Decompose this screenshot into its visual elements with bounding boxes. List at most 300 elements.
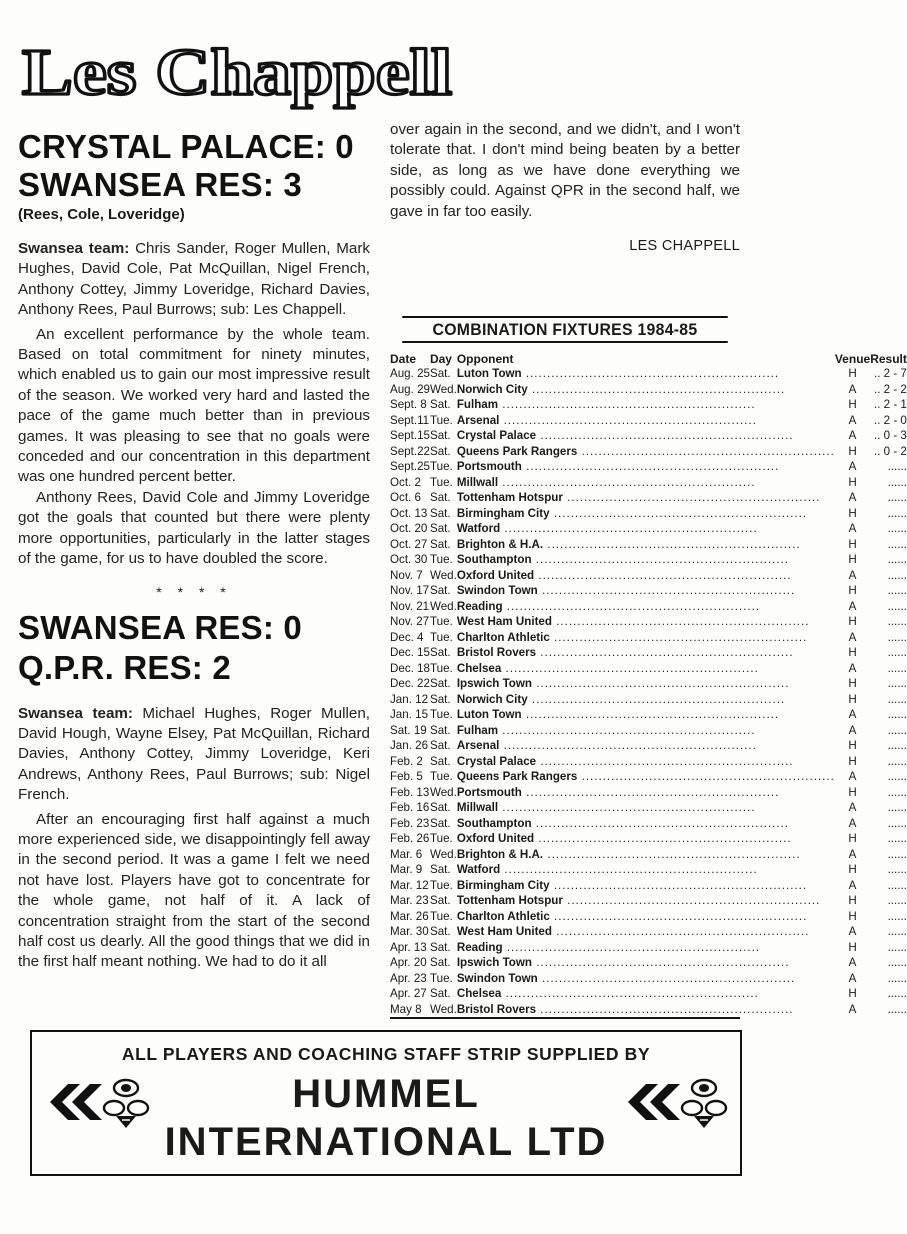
fixture-opponent-name: Luton Town [456,367,522,380]
fixture-result: ...... [887,754,907,768]
fixture-row [390,676,907,692]
fixture-row [390,428,907,444]
fixture-row [390,397,907,413]
fixture-day: Sat. [429,816,451,830]
fixture-date: Dec. 4 [390,630,424,644]
fixture-venue: H [848,785,857,799]
fixture-day: Sat. [429,537,451,551]
fixtures-body [390,366,907,1017]
fixture-date: Mar. 23 [390,894,429,907]
fixture-day: Sat. [429,677,451,690]
fixture-opponent-name: Brighton & H.A. [456,537,544,551]
fixture-row [390,599,907,615]
fixture-venue: H [848,832,857,845]
fixture-date: Dec. 22 [390,677,430,690]
fixture-day: Sat. [429,925,451,938]
fixture-opponent-name: Millwall [456,475,499,489]
fixture-result: ...... [887,584,907,597]
fixture-day: Wed. [429,847,457,861]
fixture-day: Tue. [429,878,453,892]
fixture-venue: H [848,739,857,752]
fixture-row [390,459,907,475]
fixture-venue: H [848,537,857,551]
fixture-day: Tue. [429,475,453,489]
fixture-opponent [457,490,835,506]
fixture-day: Sat. [429,444,451,458]
fixture-opponent [457,614,835,630]
header-result: Result [870,351,907,366]
fixture-opponent-name: Luton Town [456,708,522,721]
fixture-venue: A [848,708,857,721]
fixture-date: Mar. 26 [390,909,429,923]
match2-report-continued: over again in the second, and we didn't, and I won't tolerate that. I don't mind being beaten by a better side, as long as we have done everything we possibly could. Against QPR in the second half, we gave in far too easily. [390,121,740,220]
fixture-date: Oct. 20 [390,522,428,535]
sponsor-name-line2: INTERNATIONAL LTD [164,1120,608,1164]
fixture-result: .. 2 - 7 [874,367,907,380]
fixture-day: Sat. [429,987,451,1000]
fixture-venue: A [848,491,857,504]
fixture-result: ...... [887,568,907,582]
fixture-date: Nov. 21 [390,599,430,613]
fixture-venue: A [848,801,857,814]
fixture-row [390,568,907,584]
fixture-date: Feb. 26 [390,832,430,845]
fixture-opponent [457,568,835,584]
leader-dots: ............................................................ [499,413,757,427]
fixture-day: Sat. [429,491,451,504]
fixture-venue: A [848,413,857,427]
fixture-venue: A [848,1002,857,1016]
fixture-opponent [457,707,835,723]
fixture-result: ...... [887,708,907,721]
hummel-logo-right-icon [620,1072,730,1132]
leader-dots: ............................................................ [527,692,786,706]
fixture-day: Tue. [429,971,453,985]
fixtures-title: COMBINATION FIXTURES 1984-85 [402,316,728,343]
fixture-day: Sat. [429,894,451,907]
fixture-date: Aug. 25 [390,367,430,380]
fixture-venue: A [848,770,857,783]
leader-dots: ............................................................ [531,553,790,566]
leader-dots: ............................................................ [500,522,758,535]
fixture-day: Sat. [429,692,451,706]
leader-dots: ............................................................ [534,832,792,845]
fixture-date: Feb. 23 [390,816,430,830]
match1-scorers: (Rees, Cole, Loveridge) [18,206,185,223]
fixture-opponent [457,831,835,847]
leader-dots: ............................................................ [531,677,790,690]
fixture-opponent [457,413,835,429]
fixture-opponent-name: Swindon Town [456,971,538,985]
fixture-row [390,862,907,878]
fixture-date: Feb. 16 [390,801,430,814]
fixture-result: ...... [887,506,907,520]
fixture-day: Tue. [429,661,453,675]
fixture-opponent [457,924,835,940]
leader-dots: ............................................................ [536,429,794,442]
fixture-result: ...... [887,925,907,938]
fixture-opponent [457,428,835,444]
fixture-day: Wed. [429,382,457,396]
fixture-opponent [457,506,835,522]
fixture-opponent [457,955,835,971]
fixture-opponent [457,940,835,956]
fixture-day: Sat. [429,739,451,752]
fixture-row [390,738,907,754]
fixture-opponent-name: Ipswich Town [456,956,532,969]
fixture-opponent [457,1002,835,1018]
fixture-result: ...... [887,599,907,613]
fixture-date: Mar. 6 [390,847,423,861]
fixture-result: ...... [887,460,907,473]
fixture-opponent [457,847,835,863]
fixture-day: Tue. [429,413,453,427]
fixture-opponent-name: Birmingham City [456,506,550,520]
fixture-row [390,382,907,398]
fixture-date: Oct. 30 [390,553,428,566]
fixture-result: ...... [887,646,907,659]
fixture-opponent-name: Swindon Town [456,584,538,597]
fixture-day: Sat. [429,863,451,876]
fixture-day: Wed. [429,568,457,582]
fixture-date: Apr. 13 [390,940,427,954]
fixture-venue: H [848,692,857,706]
match1-heading-line1: CRYSTAL PALACE: 0 [18,128,354,165]
sponsor-banner [30,1030,742,1176]
fixture-row [390,723,907,739]
fixture-row [390,971,907,987]
fixture-date: Jan. 26 [390,739,429,752]
fixture-row [390,552,907,568]
fixture-date: Dec. 15 [390,646,430,659]
leader-dots: ............................................................ [501,661,759,675]
fixture-date: Apr. 23 [390,971,427,985]
fixture-result: ...... [887,832,907,845]
fixture-row [390,444,907,460]
header-date: Date [390,351,417,366]
fixture-row [390,583,907,599]
fixture-venue: A [848,661,857,675]
fixture-opponent-name: Fulham [456,723,499,737]
fixture-venue: H [848,367,857,380]
fixture-venue: A [848,460,857,473]
fixture-opponent-name: Fulham [456,398,499,411]
match1-team-paragraph [18,239,370,321]
fixture-venue: H [848,553,857,566]
fixture-result: .. 2 - 2 [874,382,907,396]
fixture-opponent-name: Bristol Rovers [456,646,537,659]
fixture-row [390,769,907,785]
fixture-row [390,413,907,429]
fixture-day: Tue. [429,909,453,923]
leader-dots: ............................................................ [562,491,821,504]
right-column-text [390,120,740,254]
fixture-opponent [457,397,835,413]
match1-heading-line2: SWANSEA RES: 3 [18,166,302,203]
fixture-result: ...... [887,553,907,566]
leader-dots: ............................................................ [577,444,835,458]
fixture-row [390,614,907,630]
fixture-result: ...... [887,971,907,985]
fixture-opponent-name: Charlton Athletic [456,909,550,923]
fixture-row [390,661,907,677]
fixture-opponent-name: Crystal Palace [456,754,537,768]
fixture-result: ...... [887,1002,907,1016]
leader-dots: ............................................................ [536,754,794,768]
fixture-opponent-name: West Ham United [456,925,552,938]
fixture-result: ...... [887,475,907,489]
fixture-opponent [457,599,835,615]
fixture-opponent [457,754,835,770]
match1-team-label: Swansea team: [18,240,130,257]
fixture-row [390,475,907,491]
fixture-row [390,785,907,801]
fixture-opponent [457,676,835,692]
fixture-row [390,692,907,708]
leader-dots: ............................................................ [543,537,801,551]
leader-dots: ............................................................ [551,615,810,628]
fixture-date: Oct. 2 [390,475,421,489]
fixture-row [390,986,907,1002]
header-day: Day [429,351,452,366]
fixture-day: Tue. [429,770,453,783]
fixture-opponent [457,444,835,460]
fixture-day: Sat. [429,754,451,768]
fixture-venue: H [848,940,857,954]
fixture-venue: H [848,646,857,659]
fixture-result: ...... [887,878,907,892]
header-venue: Venue [834,351,871,366]
fixture-row [390,940,907,956]
match1-team-list: Chris Sander, Roger Mullen, Mark Hughes, David Cole, Pat McQuillan, Nigel French, Anthony Cottey, Jimmy Loveridge, Richard Davies, Anthony Rees, Paul Burrows; sub: Les Chappell. [18,240,370,319]
sponsor-strapline: ALL PLAYERS AND COACHING STAFF STRIP SUPPLIED BY [121,1044,651,1064]
fixture-venue: A [848,847,857,861]
match2-report-para1: After an encouraging first half against a much more experienced side, we disappointingly fell away in the second period. It was a game I felt we need not have lost. Players have got to concentrate for the whole game, not half of it. A lack of concentration straight from the start of the second half cost us dearly. All the good things that we did in the first half meant nothing. We had to do it all [18,810,370,971]
header-opponent: Opponent [456,351,514,366]
fixture-opponent [457,785,835,801]
fixture-result: ...... [887,739,907,752]
fixture-day: Sat. [429,940,451,954]
leader-dots: ............................................................ [498,723,756,737]
fixture-opponent-name: Bristol Rovers [456,1002,537,1016]
fixture-opponent-name: Tottenham Hotspur [456,491,563,504]
fixture-opponent-name: Charlton Athletic [456,630,550,644]
fixture-result: ...... [887,956,907,969]
fixture-opponent-name: Chelsea [456,987,502,1000]
fixture-date: Apr. 20 [390,956,427,969]
fixture-opponent [457,692,835,708]
fixture-opponent [457,552,835,568]
fixture-day: Wed. [429,599,457,613]
fixture-row [390,537,907,553]
fixture-opponent [457,630,835,646]
fixture-opponent [457,893,835,909]
fixture-day: Wed. [429,1002,457,1016]
fixture-opponent [457,382,835,398]
fixture-opponent-name: Reading [456,940,503,954]
fixture-result: ...... [887,847,907,861]
fixture-opponent-name: Tottenham Hotspur [456,894,563,907]
fixture-date: Jan. 12 [390,692,429,706]
fixture-opponent-name: Southampton [456,553,532,566]
leader-dots: ............................................................ [549,506,808,520]
leader-dots: ............................................................ [498,475,756,489]
leader-dots: ............................................................ [537,971,796,985]
fixture-venue: H [848,987,857,1000]
fixture-day: Tue. [429,460,453,473]
fixture-result: ...... [887,537,907,551]
fixture-venue: H [848,506,857,520]
masthead [18,36,458,109]
fixture-date: Oct. 27 [390,537,428,551]
fixture-date: Mar. 9 [390,863,423,876]
fixture-opponent-name: Arsenal [456,413,500,427]
fixture-result: ...... [887,909,907,923]
fixture-day: Sat. [429,429,451,442]
fixture-opponent-name: Oxford United [456,568,535,582]
fixture-opponent [457,661,835,677]
leader-dots: ............................................................ [502,599,761,613]
fixtures-header-row [390,351,907,366]
fixture-row [390,754,907,770]
author-signature: LES CHAPPELL [629,238,740,255]
match2-team-label: Swansea team: [18,704,133,722]
fixture-opponent-name: Southampton [456,816,532,830]
fixture-opponent-name: Watford [456,863,501,876]
fixture-opponent-name: West Ham United [456,615,552,628]
fixture-opponent-name: Norwich City [456,692,528,706]
fixture-venue: A [848,816,857,830]
fixture-opponent-name: Reading [456,599,503,613]
fixture-result: .. 2 - 0 [874,413,907,427]
fixture-row [390,645,907,661]
leader-dots: ............................................................ [536,1002,794,1016]
fixture-date: May 8 [390,1002,422,1016]
sponsor-name-line1: HUMMEL [292,1072,480,1116]
fixture-row [390,955,907,971]
fixture-opponent-name: Queens Park Rangers [456,444,578,458]
leader-dots: ............................................................ [521,367,780,380]
fixture-date: Jan. 15 [390,708,429,721]
fixture-date: Sept. 8 [390,398,427,411]
fixture-result: .. 0 - 3 [874,429,907,442]
leader-dots: ............................................................ [549,878,808,892]
fixture-opponent-name: Brighton & H.A. [456,847,544,861]
fixture-opponent-name: Oxford United [456,832,535,845]
leader-dots: ............................................................ [531,956,790,969]
fixture-date: Sept.25 [390,460,430,473]
left-column [18,128,370,973]
fixture-opponent-name: Birmingham City [456,878,550,892]
fixture-opponent [457,583,835,599]
fixture-venue: H [848,475,857,489]
fixture-row [390,506,907,522]
fixture-opponent-name: Crystal Palace [456,429,537,442]
fixture-opponent-name: Queens Park Rangers [456,770,578,783]
fixture-result: ...... [887,491,907,504]
fixture-result: ...... [887,801,907,814]
match2-heading-line1: SWANSEA RES: 0 [18,608,302,646]
fixtures-panel [390,316,907,1019]
fixture-row [390,924,907,940]
fixture-opponent [457,475,835,491]
fixture-date: Oct. 6 [390,491,421,504]
fixture-venue: H [848,584,857,597]
leader-dots: ............................................................ [551,925,810,938]
leader-dots: ............................................................ [577,770,835,783]
fixture-result: ...... [887,770,907,783]
fixture-venue: A [848,382,857,396]
fixtures-bottom-rule [390,1017,740,1019]
fixture-venue: H [848,398,857,411]
fixture-opponent-name: Ipswich Town [456,677,532,690]
fixture-opponent [457,971,835,987]
fixture-result: .. 2 - 1 [874,398,907,411]
fixture-result: ...... [887,677,907,690]
match2-heading-line2: Q.P.R. RES: 2 [18,648,231,686]
fixture-day: Tue. [429,832,453,845]
fixture-venue: A [848,568,857,582]
match2-team-paragraph [18,704,370,806]
fixture-day: Tue. [429,630,453,644]
fixture-venue: A [848,971,857,985]
leader-dots: ............................................................ [562,894,821,907]
fixture-venue: H [848,894,857,907]
fixture-date: Dec. 18 [390,661,430,675]
fixture-result: ...... [887,661,907,675]
leader-dots: ............................................................ [521,460,780,473]
fixture-opponent [457,878,835,894]
fixture-row [390,893,907,909]
fixture-venue: H [848,615,857,628]
fixture-date: Sept.15 [390,429,430,442]
fixture-venue: A [848,723,857,737]
leader-dots: ............................................................ [500,863,758,876]
fixture-result: .. 0 - 2 [874,444,907,458]
leader-dots: ............................................................ [537,584,796,597]
fixture-date: Feb. 2 [390,754,423,768]
leader-dots: ............................................................ [502,940,761,954]
leader-dots: ............................................................ [499,739,757,752]
fixture-row [390,909,907,925]
fixture-result: ...... [887,987,907,1000]
match2-team-list: Michael Hughes, Roger Mullen, David Hough, Wayne Elsey, Pat McQuillan, Richard Davies, Anthony Cottey, Jimmy Loveridge, Keri Andrews, Anthony Rees, Paul Burrows; sub: Nigel French. [18,704,370,804]
fixture-day: Sat. [429,723,451,737]
fixture-opponent [457,521,835,537]
fixture-opponent [457,645,835,661]
fixture-opponent [457,366,835,382]
fixture-opponent [457,537,835,553]
fixture-venue: H [848,754,857,768]
fixture-opponent [457,816,835,832]
fixture-date: Nov. 27 [390,615,430,628]
fixture-result: ...... [887,816,907,830]
fixture-date: Feb. 13 [390,785,430,799]
fixture-opponent-name: Portsmouth [456,785,522,799]
fixture-date: Sat. 19 [390,723,427,737]
fixture-venue: A [848,522,857,535]
leader-dots: ............................................................ [534,568,792,582]
fixture-venue: H [848,677,857,690]
section-separator: * * * * [156,583,232,600]
fixture-result: ...... [887,940,907,954]
fixture-opponent-name: Arsenal [456,739,500,752]
fixture-day: Sat. [429,801,451,814]
leader-dots: ............................................................ [536,646,794,659]
fixture-opponent-name: Portsmouth [456,460,522,473]
leader-dots: ............................................................ [549,630,808,644]
fixture-opponent [457,769,835,785]
